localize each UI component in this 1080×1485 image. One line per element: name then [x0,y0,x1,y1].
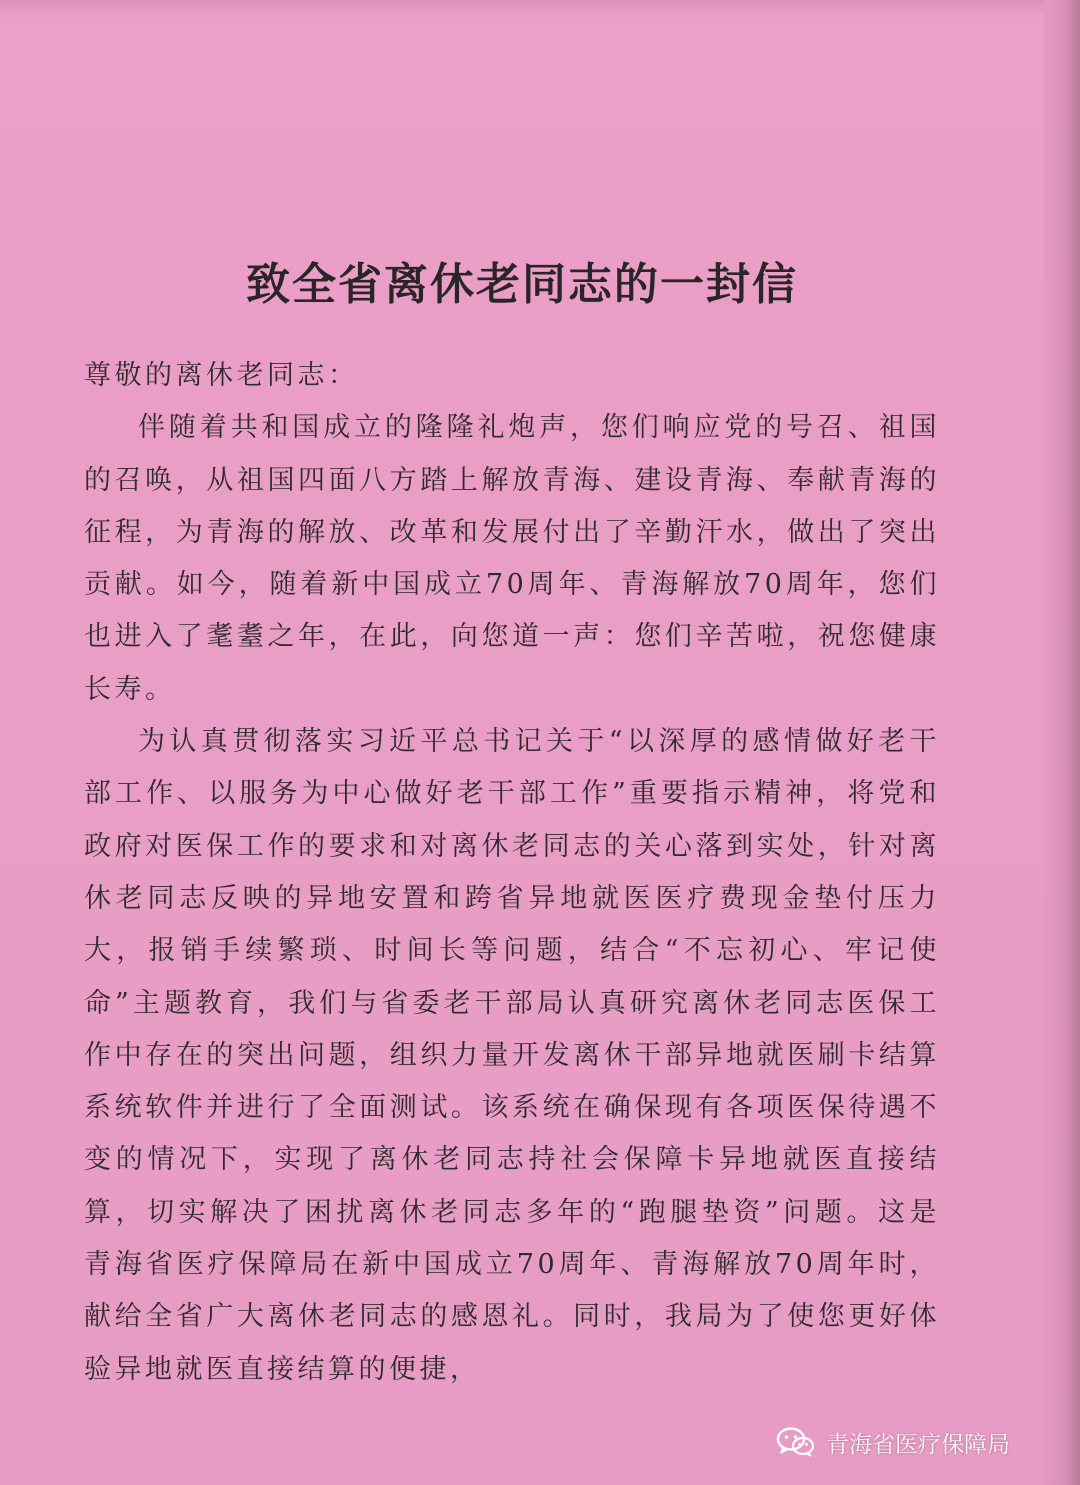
wechat-icon [776,1426,816,1458]
letter-body [84,350,940,1396]
scan-edge-right [1044,0,1080,1485]
wechat-watermark [776,1422,1010,1462]
scan-edge-top [0,0,1080,18]
letter-paragraph-2: 为认真贯彻落实习近平总书记关于“以深厚的感情做好老干部工作、以服务为中心做好老干部工作”重要指示精神，将党和政府对医保工作的要求和对离休老同志的关心落到实处，针对离休老同志反映的异地安置和跨省异地就医医疗费现金垫付压力大，报销手续繁琐、时间长等问题，结合“不忘初心、牢记使命”主题教育，我们与省委老干部局认真研究离休老同志医保工作中存在的突出问题，组织力量开发离休干部异地就医刷卡结算系统软件并进行了全面测试。该系统在确保现有各项医保待遇不变的情况下，实现了离休老同志持社会保障卡异地就医直接结算，切实解决了困扰离休老同志多年的“跑腿垫资”问题。这是青海省医疗保障局在新中国成立70周年、青海解放70周年时，献给全省广大离休老同志的感恩礼。同时，我局为了使您更好体验异地就医直接结算的便捷， [84,726,940,1385]
letter-title: 致全省离休老同志的一封信 [246,259,798,310]
letter-salutation: 尊敬的离休老同志： [84,360,359,391]
watermark-text: 青海省医疗保障局 [826,1431,1010,1458]
letter-paragraph-1: 伴随着共和国成立的隆隆礼炮声，您们响应党的号召、祖国的召唤，从祖国四面八方踏上解放青海、建设青海、奉献青海的征程，为青海的解放、改革和发展付出了辛勤汗水，做出了突出贡献。如今，随着新中国成立70周年、青海解放70周年，您们也进入了耄耋之年，在此，向您道一声：您们辛苦啦，祝您健康长寿。 [84,412,940,705]
